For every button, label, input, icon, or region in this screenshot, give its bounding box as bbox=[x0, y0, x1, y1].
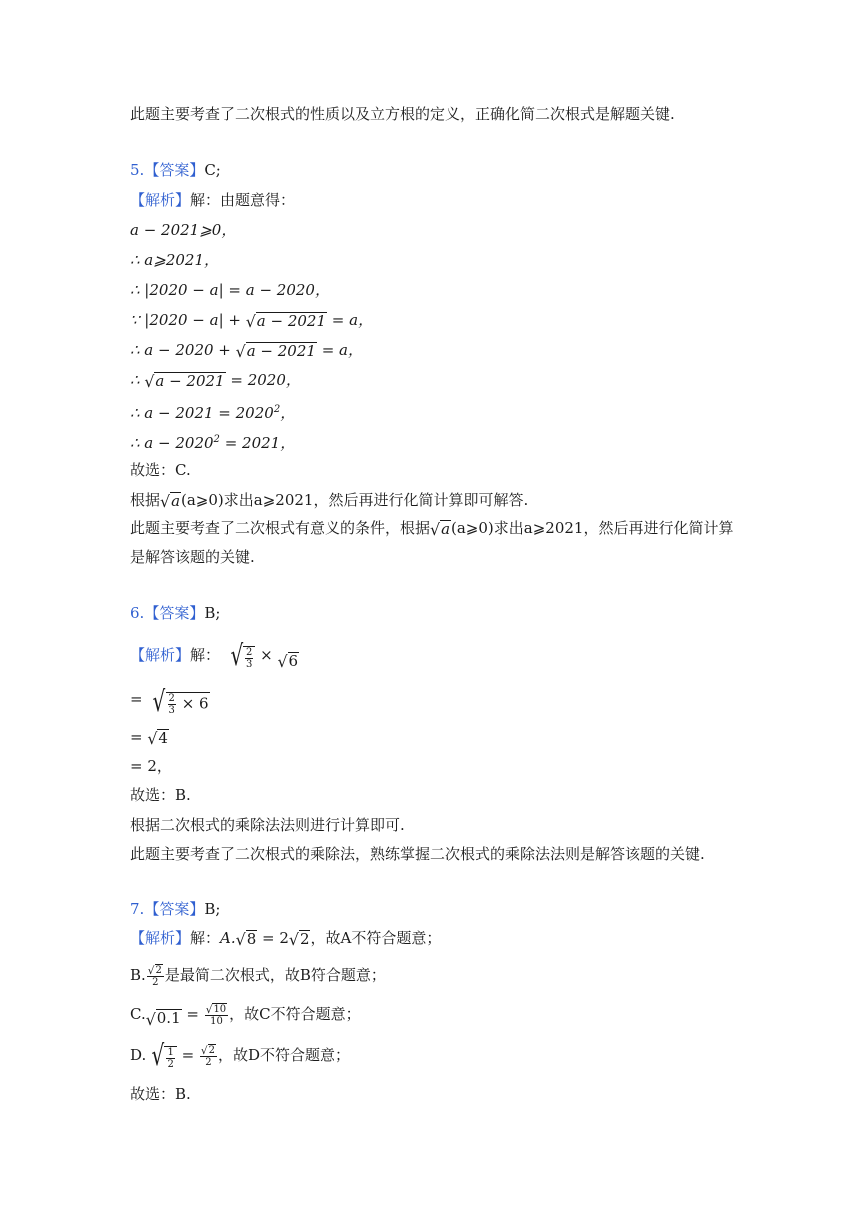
q5-step-5-right: = a， bbox=[316, 341, 363, 359]
intro-summary: 此题主要考查了二次根式的性质以及立方根的定义，正确化简二次根式是解题关键. bbox=[130, 105, 675, 123]
q5-method-start: 根据 bbox=[130, 491, 161, 509]
q6-step-2 bbox=[130, 727, 169, 747]
times-sign: × bbox=[181, 694, 195, 713]
radicand: 4 bbox=[158, 728, 168, 747]
q7-analysis-tag: 【解析】 bbox=[130, 929, 191, 947]
option-a-note: ，故A不符合题意； bbox=[310, 929, 442, 947]
option-letter: C. bbox=[130, 1005, 146, 1023]
radicand: a bbox=[441, 519, 451, 538]
q5-summary-line-2: 是解答该题的关键. bbox=[130, 548, 255, 566]
sqrt-fraction: √ $\frac{1}{2}$ bbox=[146, 1042, 177, 1071]
sqrt-decimal: √ 0.1 bbox=[145, 1009, 181, 1029]
q6-step-3: = 2， bbox=[130, 757, 172, 775]
q5-answer-tag: 【答案】 bbox=[144, 161, 205, 179]
denominator: 3 bbox=[245, 659, 253, 670]
exponent: 2 bbox=[273, 404, 281, 415]
option-c-note: ，故C不符合题意； bbox=[229, 1005, 361, 1023]
q5-solve: 解：由题意得： bbox=[190, 191, 296, 209]
option-letter: D. bbox=[130, 1046, 147, 1064]
fraction bbox=[166, 1047, 174, 1070]
radicand: 8 bbox=[246, 929, 257, 948]
radicand: a − 2021 bbox=[246, 341, 316, 360]
q7-option-b bbox=[130, 962, 386, 988]
q5-step-6-left: ∴ bbox=[130, 371, 145, 389]
q6-answer: B; bbox=[204, 604, 221, 622]
q5-step-6 bbox=[130, 370, 301, 390]
denominator: 10 bbox=[210, 1016, 223, 1028]
option-b-note: 是最简二次根式，故B符合题意； bbox=[164, 966, 386, 984]
q5-step-3: ∴ |2020 − a| = a − 2020， bbox=[130, 281, 330, 299]
option-letter: A. bbox=[220, 929, 236, 947]
q5-step-4-left: ∵ |2020 − a| + bbox=[130, 311, 246, 329]
numerator: 2 bbox=[168, 693, 175, 704]
q7-option-a bbox=[130, 928, 441, 948]
q5-step-4 bbox=[130, 310, 373, 330]
q5-step-7 bbox=[130, 400, 295, 423]
q5-analysis-tag: 【解析】 bbox=[130, 191, 191, 209]
radicand: a − 2021 bbox=[256, 311, 327, 330]
equals-sign: = bbox=[176, 1046, 199, 1064]
q5-choose: 故选：C. bbox=[130, 461, 191, 479]
factor: 6 bbox=[199, 694, 209, 713]
q6-choose: 故选：B. bbox=[130, 786, 191, 804]
q7-answer-line bbox=[130, 899, 220, 919]
q7-answer-tag: 【答案】 bbox=[144, 900, 205, 918]
q5-answer-line bbox=[130, 160, 221, 180]
q6-analysis-line bbox=[130, 640, 299, 670]
sqrt-expression: √ a bbox=[430, 519, 451, 540]
equals-sign: = bbox=[130, 728, 148, 746]
fraction: √ 2 2 bbox=[200, 1044, 215, 1069]
q6-method: 根据二次根式的乘除法法则进行计算即可. bbox=[130, 816, 405, 834]
q6-answer-tag: 【答案】 bbox=[144, 604, 205, 622]
q5-step-7-text: ∴ a − 2021 = 2020 bbox=[130, 404, 274, 422]
radicand: 0.1 bbox=[156, 1009, 181, 1027]
q5-analysis-line bbox=[130, 190, 295, 210]
q5-step-5-left: ∴ a − 2020 + bbox=[130, 341, 236, 359]
sqrt-two: √ 2 bbox=[288, 929, 310, 950]
sqrt-expression: √ a bbox=[160, 491, 181, 512]
q7-option-c bbox=[130, 1001, 361, 1027]
q7-number: 7. bbox=[130, 900, 145, 918]
radicand: 2 bbox=[155, 964, 162, 976]
fraction bbox=[245, 647, 253, 670]
sqrt-expression: √ a − 2021 bbox=[235, 341, 316, 362]
q7-choose: 故选：B. bbox=[130, 1085, 191, 1103]
q6-answer-line bbox=[130, 603, 220, 623]
sqrt-fraction: √ $\frac{2}{3}$ bbox=[225, 642, 256, 671]
radicand: 10 bbox=[213, 1003, 227, 1015]
denominator: 2 bbox=[205, 1057, 212, 1069]
radicand: 2 bbox=[299, 929, 310, 948]
q5-method-end: (a⩾0)求出a⩾2021，然后再进行化简计算即可解答. bbox=[181, 491, 529, 509]
q5-step-8-end: = 2021， bbox=[219, 434, 296, 452]
q7-solve: 解： bbox=[190, 929, 221, 947]
denominator: 2 bbox=[152, 977, 159, 989]
q5-step-4-right: = a， bbox=[327, 311, 374, 329]
q5-step-8 bbox=[130, 430, 295, 453]
q7-answer: B; bbox=[204, 900, 221, 918]
option-d-note: ，故D不符合题意； bbox=[218, 1046, 351, 1064]
radicand: 6 bbox=[288, 651, 299, 670]
radicand: a bbox=[171, 491, 181, 510]
q5-step-5 bbox=[130, 340, 363, 360]
q5-step-2: ∴ a⩾2021， bbox=[130, 251, 219, 269]
sqrt-eight: √ 8 bbox=[235, 929, 257, 950]
times-sign: × bbox=[260, 646, 273, 664]
q5-step-6-right: = 2020， bbox=[225, 371, 301, 389]
q5-summary-line-1 bbox=[130, 518, 733, 538]
q6-solve: 解： bbox=[190, 646, 221, 664]
q5-method bbox=[130, 490, 528, 510]
denominator: 2 bbox=[167, 1059, 174, 1070]
equals-sign: = bbox=[181, 1005, 204, 1023]
exponent: 2 bbox=[213, 434, 220, 445]
sqrt-expression: √ a − 2021 bbox=[144, 371, 225, 392]
q6-number: 6. bbox=[130, 604, 145, 622]
equals-two: = 2 bbox=[257, 929, 289, 947]
option-letter: B. bbox=[130, 966, 146, 984]
fraction bbox=[168, 693, 176, 716]
q5-step-8-text: ∴ a − 2020 bbox=[130, 434, 214, 452]
numerator: 1 bbox=[167, 1047, 174, 1058]
fraction: √ 10 10 bbox=[205, 1003, 227, 1028]
equals-sign: = bbox=[130, 690, 143, 708]
radicand: a − 2021 bbox=[155, 371, 225, 390]
q7-option-d bbox=[130, 1040, 350, 1070]
q6-step-1 bbox=[130, 682, 210, 716]
q5-summary-start: 此题主要考查了二次根式有意义的条件，根据 bbox=[130, 519, 431, 537]
numerator: 2 bbox=[245, 647, 253, 658]
q5-step-1: a − 2021⩾0， bbox=[130, 221, 237, 239]
sqrt-expression: √ a − 2021 bbox=[245, 311, 327, 332]
q5-step-7-end: ， bbox=[280, 404, 296, 422]
denominator: 3 bbox=[168, 705, 175, 716]
sqrt-six: √ 6 bbox=[277, 651, 299, 672]
q5-answer: C; bbox=[204, 161, 221, 179]
sqrt-product: √ $\frac{2}{3}$ × 6 bbox=[152, 684, 209, 718]
radicand: 2 bbox=[208, 1044, 215, 1056]
q5-number: 5. bbox=[130, 161, 145, 179]
sqrt-four: √ 4 bbox=[147, 728, 168, 749]
q6-summary: 此题主要考查了二次根式的乘除法，熟练掌握二次根式的乘除法法则是解答该题的关键. bbox=[130, 845, 705, 863]
q5-summary-end: (a⩾0)求出a⩾2021，然后再进行化简计算 bbox=[451, 519, 734, 537]
fraction: √ 2 2 bbox=[147, 964, 162, 989]
q6-analysis-tag: 【解析】 bbox=[130, 646, 191, 664]
